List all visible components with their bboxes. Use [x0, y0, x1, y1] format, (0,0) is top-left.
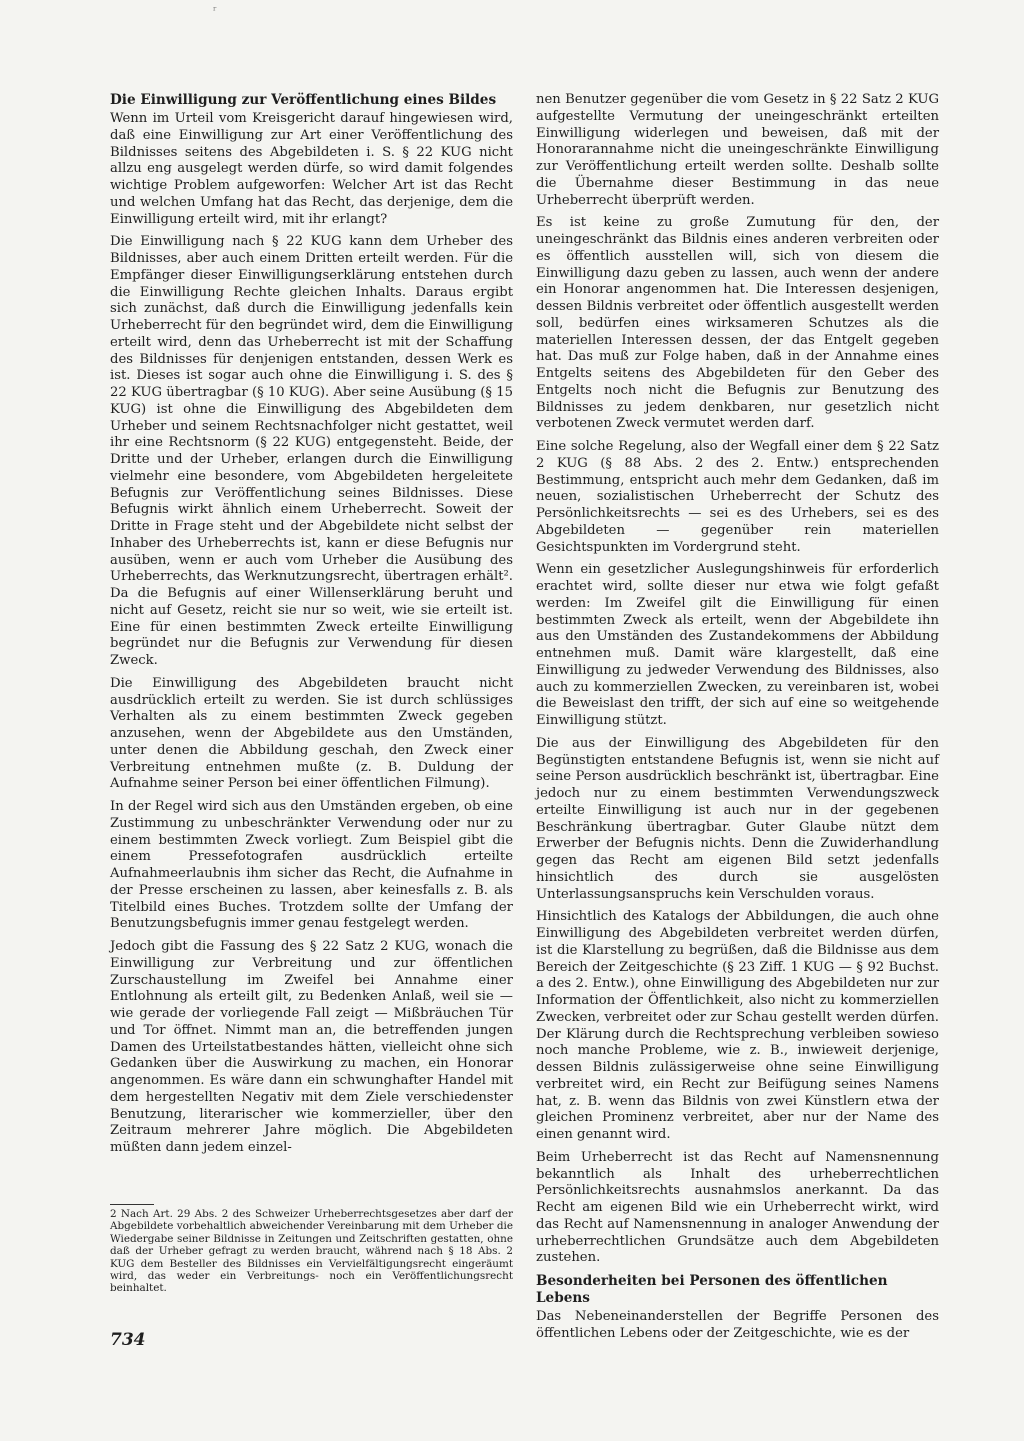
- paragraph: Hinsichtlich des Katalogs der Abbildungen, die auch ohne Einwilligung des Abgebildeten verbreitet werden dürfen, ist die Klarstellung zu begrüßen, daß die Bildnisse aus dem Bereich der Zeitgeschichte (§ 23 Ziff. 1 KUG — § 92 Buchst. a des 2. Entw.), ohne Einwilligung des Abgebildeten nur zur Information der Öffentlichkeit, also nicht zu kommerziellen Zwecken, verbreitet oder zur Schau gestellt werden dürfen. Der Klärung durch die Rechtsprechung verbleiben sowieso noch manche Probleme, wie z. B., inwieweit derjenige, dessen Bildnis zulässigerweise ohne seine Einwilligung verbreitet wird, ein Recht zur Beifügung seines Namens hat, z. B. wenn das Bildnis von zwei Künstlern etwa der gleichen Prominenz verbreitet, aber nur der Name des einen genannt wird.: [536, 909, 939, 1142]
- paragraph: Das Nebeneinanderstellen der Begriffe Personen des öffentlichen Lebens oder der Zeitgeschichte, wie es der: [536, 1309, 939, 1341]
- page-number: 734: [110, 1330, 146, 1350]
- paragraph: Wenn ein gesetzlicher Auslegungshinweis für erforderlich erachtet wird, sollte dieser nur etwa wie folgt gefaßt werden: Im Zweifel gilt die Einwilligung für einen bestimmten Zweck als erteilt, wenn der Abgebildete ihn aus den Umständen des Zustandekommens der Abbildung entnehmen muß. Damit wäre klargestellt, daß eine Einwilligung zu jedweder Verwendung des Bildnisses, also auch zu kommerziellen Zwecken, zu vereinbaren ist, wobei die Beweislast den trifft, der sich auf eine so weitgehende Einwilligung stützt.: [536, 562, 939, 728]
- section-heading-public-persons: Besonderheiten bei Personen des öffentlichen Lebens: [536, 1273, 888, 1306]
- paragraph: Beim Urheberrecht ist das Recht auf Namensnennung bekanntlich als Inhalt des urheberrechtlichen Persönlichkeitsrechts ausnahmslos anerkannt. Da das Recht am eigenen Bild wie ein Urheberrecht wirkt, wird das Recht auf Namensnennung in analoger Anwendung der urheberrechtlichen Grundsätze auch dem Abgebildeten zustehen.: [536, 1149, 939, 1266]
- paragraph: In der Regel wird sich aus den Umständen ergeben, ob eine Zustimmung zu unbeschränkter Verwendung oder nur zu einem bestimmten Zweck vorliegt. Zum Beispiel gibt die einem Pressefotografen ausdrücklich erteilte Aufnahmeerlaubnis ihm sicher das Recht, die Aufnahme in der Presse erscheinen zu lassen, aber keinesfalls z. B. als Titelbild eines Buches. Trotzdem sollte der Umfang der Benutzungsbefugnis immer genau festgelegt werden.: [110, 799, 513, 932]
- paragraph: Wenn im Urteil vom Kreisgericht darauf hingewiesen wird, daß eine Einwilligung zur Art einer Veröffentlichung des Bildnisses seitens des Abgebildeten i. S. § 22 KUG nicht allzu eng ausgelegt werden dürfe, so wird damit folgendes wichtige Problem aufgeworfen: Welcher Art ist das Recht und welchen Umfang hat das Recht, das derjenige, dem die Einwilligung erteilt wird, mit ihr erlangt?: [110, 111, 513, 227]
- paragraph: Es ist keine zu große Zumutung für den, der uneingeschränkt das Bildnis eines anderen verbreiten oder es öffentlich ausstellen will, sich von diesem die Einwilligung dazu geben zu lassen, auch wenn der andere ein Honorar angenommen hat. Die Interessen desjenigen, dessen Bildnis verbreitet oder öffentlich ausgestellt werden soll, bedürfen eines wirksameren Schutzes als die materiellen Interessen dessen, der das Entgelt gegeben hat. Das muß zur Folge haben, daß in der Annahme eines Entgelts seitens des Abgebildeten für den Geber des Entgelts noch nicht die Befugnis zur Benutzung des Bildnisses zu jedem denkbaren, nur gesetzlich nicht verbotenen Zweck vermutet werden darf.: [536, 215, 939, 432]
- section-heading-consent: Die Einwilligung zur Veröffentlichung eines Bildes: [110, 92, 497, 108]
- left-column: [110, 92, 513, 1163]
- paragraph: Die Einwilligung nach § 22 KUG kann dem Urheber des Bildnisses, aber auch einem Dritten erteilt werden. Für die Empfänger dieser Einwilligungserklärung entstehen durch die Einwilligung Rechte gleichen Inhalts. Daraus ergibt sich zunächst, daß durch die Einwilligung jedenfalls kein Urheberrecht für den begründet wird, dem die Einwilligung erteilt wird, denn das Urheberrecht ist mit der Schaffung des Bildnisses für denjenigen entstanden, dessen Werk es ist. Dieses ist sogar auch ohne die Einwilligung i. S. des § 22 KUG übertragbar (§ 10 KUG). Aber seine Ausübung (§ 15 KUG) ist ohne die Einwilligung des Abgebildeten dem Urheber und seinem Rechtsnachfolger nicht gestattet, weil ihr eine Rechtsnorm (§ 22 KUG) entgegensteht. Beide, der Dritte und der Urheber, erlangen durch die Einwilligung vielmehr eine besondere, vom Abgebildeten hergeleitete Befugnis zur Veröffentlichung seines Bildnisses. Diese Befugnis wirkt ähnlich einem Urheberrecht. Soweit der Dritte in Frage steht und der Abgebildete nicht selbst der Inhaber des Urheberrechts ist, kann er diese Befugnis nur ausüben, wenn er auch vom Urheber die Ausübung des Urheberrechts, das Werknutzungsrecht, übertragen erhält². Da die Befugnis auf einer Willenserklärung beruht und nicht auf Gesetz, reicht sie nur so weit, wie sie erteilt ist. Eine für einen bestimmten Zweck erteilte Einwilligung begründet nur die Befugnis zur Verwendung für diesen Zweck.: [110, 234, 514, 668]
- footnote: 2 Nach Art. 29 Abs. 2 des Schweizer Urheberrechtsgesetzes aber darf der Abgebildete vorbehaltlich abweichender Vereinbarung mit dem Urheber die Wiedergabe seiner Bildnisse in Zeitungen und Zeitschriften gestatten, ohne daß der Urheber gefragt zu werden braucht, während nach § 18 Abs. 2 KUG dem Besteller des Bildnisses ein Vervielfältigungsrecht eingeräumt wird, das weder ein Verbreitungs- noch ein Veröffentlichungsrecht beinhaltet.: [110, 1208, 513, 1295]
- right-column: [536, 92, 939, 1349]
- scan-speck: ʳ: [213, 4, 217, 17]
- footnote-divider: [110, 1204, 154, 1205]
- paragraph: Eine solche Regelung, also der Wegfall einer dem § 22 Satz 2 KUG (§ 88 Abs. 2 des 2. Entw.) entsprechenden Bestimmung, entspricht auch mehr dem Gedanken, daß im neuen, sozialistischen Urheberrecht der Schutz des Persönlichkeitsrechts — sei es des Urhebers, sei es des Abgebildeten — gegenüber rein materiellen Gesichtspunkten im Vordergrund steht.: [536, 439, 939, 555]
- paragraph: Jedoch gibt die Fassung des § 22 Satz 2 KUG, wonach die Einwilligung zur Verbreitung und zur öffentlichen Zurschaustellung im Zweifel bei Annahme einer Entlohnung als erteilt gilt, zu Bedenken Anlaß, weil sie — wie gerade der vorliegende Fall zeigt — Mißbräuchen Tür und Tor öffnet. Nimmt man an, die betreffenden jungen Damen des Urteilstatbestandes hätten, vielleicht ohne sich Gedanken über die Auswirkung zu machen, ein Honorar angenommen. Es wäre dann ein schwunghafter Handel mit dem hergestellten Negativ mit dem Ziele verschiedenster Benutzung, literarischer wie kommerzieller, über den Zeitraum mehrerer Jahre möglich. Die Abgebildeten müßten dann jedem einzel-: [110, 939, 513, 1155]
- paragraph: Die aus der Einwilligung des Abgebildeten für den Begünstigten entstandene Befugnis ist, wenn sie nicht auf seine Person ausdrücklich beschränkt ist, übertragbar. Eine jedoch nur zu einem bestimmten Verwendungszweck erteilte Einwilligung ist auch nur in der gegebenen Beschränkung übertragbar. Guter Glaube nützt dem Erwerber der Befugnis nichts. Denn die Zuwiderhandlung gegen das Recht am eigenen Bild setzt jedenfalls hinsichtlich des durch sie ausgelösten Unterlassungsanspruchs kein Verschulden voraus.: [536, 735, 939, 902]
- paragraph-continuation: nen Benutzer gegenüber die vom Gesetz in § 22 Satz 2 KUG aufgestellte Vermutung der uneingeschränkt erteilten Einwilligung widerlegen und beweisen, daß mit der Honorarannahme nicht die uneingeschränkte Einwilligung zur Veröffentlichung erteilt werden sollte. Deshalb sollte die Übernahme dieser Bestimmung in das neue Urheberrecht überprüft werden.: [536, 92, 939, 208]
- paragraph: Die Einwilligung des Abgebildeten braucht nicht ausdrücklich erteilt zu werden. Sie ist durch schlüssiges Verhalten als zu einem bestimmten Zweck gegeben anzusehen, wenn der Abgebildete aus den Umständen, unter denen die Abbildung geschah, den Zweck einer Verbreitung entnehmen mußte (z. B. Duldung der Aufnahme seiner Person bei einer öffentlichen Filmung).: [110, 675, 513, 792]
